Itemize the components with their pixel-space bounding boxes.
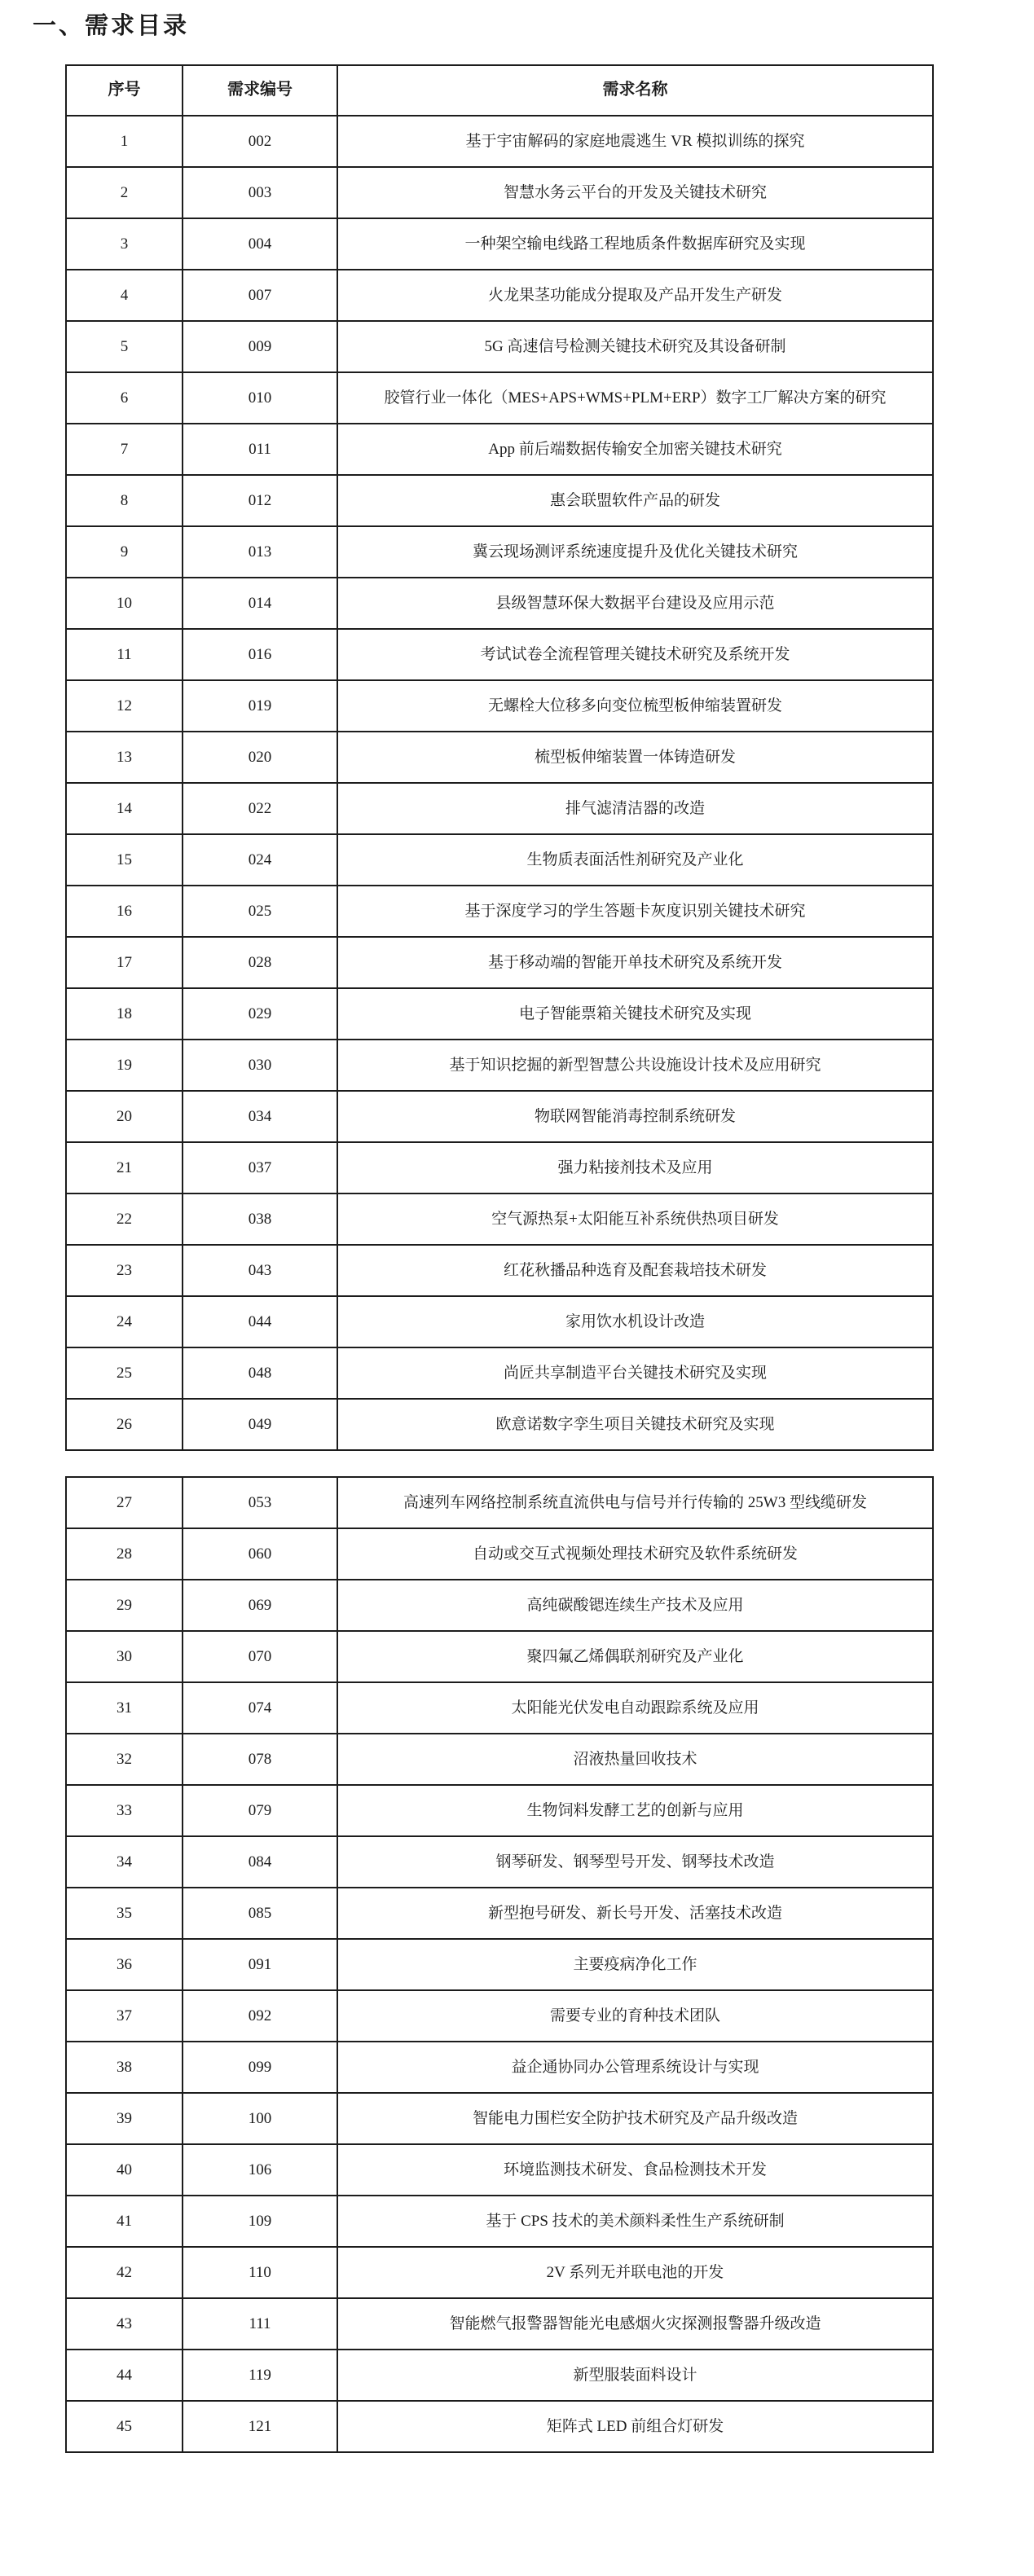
name-cell: 主要疫病净化工作	[337, 1939, 933, 1990]
code-cell: 014	[183, 578, 337, 629]
table-row	[66, 1580, 933, 1631]
name-cell: 高纯碳酸锶连续生产技术及应用	[337, 1580, 933, 1631]
table-row	[66, 270, 933, 321]
serial-cell: 45	[66, 2401, 183, 2452]
table-body-part2	[66, 1477, 933, 2452]
name-cell: 矩阵式 LED 前组合灯研发	[337, 2401, 933, 2452]
name-cell: 2V 系列无并联电池的开发	[337, 2247, 933, 2298]
code-cell: 012	[183, 475, 337, 526]
serial-cell: 10	[66, 578, 183, 629]
name-cell: 基于宇宙解码的家庭地震逃生 VR 模拟训练的探究	[337, 116, 933, 167]
name-cell: 欧意诺数字孪生项目关键技术研究及实现	[337, 1399, 933, 1450]
code-cell: 004	[183, 218, 337, 270]
table-row	[66, 1347, 933, 1399]
code-cell: 019	[183, 680, 337, 732]
serial-cell: 16	[66, 886, 183, 937]
name-cell: 空气源热泵+太阳能互补系统供热项目研发	[337, 1193, 933, 1245]
table-row	[66, 2042, 933, 2093]
name-cell: 钢琴研发、钢琴型号开发、钢琴技术改造	[337, 1836, 933, 1888]
table-row	[66, 2247, 933, 2298]
serial-cell: 27	[66, 1477, 183, 1528]
serial-cell: 37	[66, 1990, 183, 2042]
name-cell: 沼液热量回收技术	[337, 1734, 933, 1785]
serial-cell: 36	[66, 1939, 183, 1990]
name-cell: 生物饲料发酵工艺的创新与应用	[337, 1785, 933, 1836]
code-cell: 028	[183, 937, 337, 988]
serial-cell: 14	[66, 783, 183, 834]
table-row	[66, 937, 933, 988]
code-cell: 060	[183, 1528, 337, 1580]
serial-cell: 28	[66, 1528, 183, 1580]
code-cell: 013	[183, 526, 337, 578]
code-cell: 119	[183, 2350, 337, 2401]
code-cell: 079	[183, 1785, 337, 1836]
name-cell: 高速列车网络控制系统直流供电与信号并行传输的 25W3 型线缆研发	[337, 1477, 933, 1528]
name-cell: 智慧水务云平台的开发及关键技术研究	[337, 167, 933, 218]
name-cell: 太阳能光伏发电自动跟踪系统及应用	[337, 1682, 933, 1734]
serial-cell: 2	[66, 167, 183, 218]
table-row	[66, 372, 933, 424]
table-row	[66, 1091, 933, 1142]
name-cell: 红花秋播品种选育及配套栽培技术研发	[337, 1245, 933, 1296]
serial-cell: 41	[66, 2196, 183, 2247]
code-cell: 025	[183, 886, 337, 937]
serial-cell: 39	[66, 2093, 183, 2144]
table-row	[66, 1040, 933, 1091]
name-cell: 冀云现场测评系统速度提升及优化关键技术研究	[337, 526, 933, 578]
table-row	[66, 988, 933, 1040]
serial-cell: 30	[66, 1631, 183, 1682]
code-cell: 024	[183, 834, 337, 886]
table-row	[66, 834, 933, 886]
serial-cell: 24	[66, 1296, 183, 1347]
serial-cell: 43	[66, 2298, 183, 2350]
code-cell: 078	[183, 1734, 337, 1785]
serial-cell: 9	[66, 526, 183, 578]
code-cell: 110	[183, 2247, 337, 2298]
code-cell: 100	[183, 2093, 337, 2144]
table-row	[66, 1682, 933, 1734]
table-row	[66, 1939, 933, 1990]
table-row	[66, 1193, 933, 1245]
serial-cell: 34	[66, 1836, 183, 1888]
table-row	[66, 2401, 933, 2452]
serial-cell: 32	[66, 1734, 183, 1785]
code-cell: 016	[183, 629, 337, 680]
code-cell: 011	[183, 424, 337, 475]
requirements-table-part1	[65, 64, 934, 1451]
code-cell: 069	[183, 1580, 337, 1631]
table-row	[66, 1477, 933, 1528]
name-cell: 生物质表面活性剂研究及产业化	[337, 834, 933, 886]
table-row	[66, 578, 933, 629]
table-row	[66, 424, 933, 475]
name-cell: 智能电力围栏安全防护技术研究及产品升级改造	[337, 2093, 933, 2144]
code-cell: 106	[183, 2144, 337, 2196]
header-name: 需求名称	[337, 65, 933, 116]
name-cell: 县级智慧环保大数据平台建设及应用示范	[337, 578, 933, 629]
table-row	[66, 886, 933, 937]
name-cell: 物联网智能消毒控制系统研发	[337, 1091, 933, 1142]
serial-cell: 21	[66, 1142, 183, 1193]
serial-cell: 26	[66, 1399, 183, 1450]
table-row	[66, 475, 933, 526]
name-cell: 智能燃气报警器智能光电感烟火灾探测报警器升级改造	[337, 2298, 933, 2350]
serial-cell: 40	[66, 2144, 183, 2196]
code-cell: 002	[183, 116, 337, 167]
table-row	[66, 2350, 933, 2401]
name-cell: 电子智能票箱关键技术研究及实现	[337, 988, 933, 1040]
table-row	[66, 1785, 933, 1836]
serial-cell: 23	[66, 1245, 183, 1296]
name-cell: 聚四氟乙烯偶联剂研究及产业化	[337, 1631, 933, 1682]
code-cell: 009	[183, 321, 337, 372]
table-body-part1	[66, 116, 933, 1450]
name-cell: 胶管行业一体化（MES+APS+WMS+PLM+ERP）数字工厂解决方案的研究	[337, 372, 933, 424]
code-cell: 070	[183, 1631, 337, 1682]
code-cell: 074	[183, 1682, 337, 1734]
serial-cell: 17	[66, 937, 183, 988]
code-cell: 053	[183, 1477, 337, 1528]
table-row	[66, 321, 933, 372]
table-row	[66, 783, 933, 834]
name-cell: 5G 高速信号检测关键技术研究及其设备研制	[337, 321, 933, 372]
code-cell: 092	[183, 1990, 337, 2042]
code-cell: 109	[183, 2196, 337, 2247]
name-cell: 家用饮水机设计改造	[337, 1296, 933, 1347]
code-cell: 003	[183, 167, 337, 218]
code-cell: 084	[183, 1836, 337, 1888]
code-cell: 029	[183, 988, 337, 1040]
name-cell: 环境监测技术研发、食品检测技术开发	[337, 2144, 933, 2196]
table-row	[66, 116, 933, 167]
serial-cell: 12	[66, 680, 183, 732]
name-cell: 尚匠共享制造平台关键技术研究及实现	[337, 1347, 933, 1399]
code-cell: 048	[183, 1347, 337, 1399]
name-cell: 排气滤清洁器的改造	[337, 783, 933, 834]
page-title: 一、需求目录	[33, 13, 190, 39]
serial-cell: 35	[66, 1888, 183, 1939]
serial-cell: 13	[66, 732, 183, 783]
serial-cell: 44	[66, 2350, 183, 2401]
serial-cell: 33	[66, 1785, 183, 1836]
table-row	[66, 1142, 933, 1193]
code-cell: 020	[183, 732, 337, 783]
table-row	[66, 167, 933, 218]
code-cell: 044	[183, 1296, 337, 1347]
serial-cell: 29	[66, 1580, 183, 1631]
requirements-table-part2-wrap	[65, 1476, 932, 2453]
code-cell: 007	[183, 270, 337, 321]
serial-cell: 5	[66, 321, 183, 372]
serial-cell: 18	[66, 988, 183, 1040]
table-row	[66, 1836, 933, 1888]
code-cell: 037	[183, 1142, 337, 1193]
table-row	[66, 1245, 933, 1296]
table-row	[66, 680, 933, 732]
requirements-table-part1-wrap	[65, 64, 932, 1451]
name-cell: 惠会联盟软件产品的研发	[337, 475, 933, 526]
name-cell: 一种架空输电线路工程地质条件数据库研究及实现	[337, 218, 933, 270]
name-cell: 考试试卷全流程管理关键技术研究及系统开发	[337, 629, 933, 680]
name-cell: 基于深度学习的学生答题卡灰度识别关键技术研究	[337, 886, 933, 937]
name-cell: 基于知识挖掘的新型智慧公共设施设计技术及应用研究	[337, 1040, 933, 1091]
table-row	[66, 2144, 933, 2196]
name-cell: 益企通协同办公管理系统设计与实现	[337, 2042, 933, 2093]
serial-cell: 22	[66, 1193, 183, 1245]
table-row	[66, 218, 933, 270]
table-row	[66, 1888, 933, 1939]
code-cell: 085	[183, 1888, 337, 1939]
code-cell: 022	[183, 783, 337, 834]
name-cell: 自动或交互式视频处理技术研究及软件系统研发	[337, 1528, 933, 1580]
serial-cell: 15	[66, 834, 183, 886]
table-row	[66, 2298, 933, 2350]
code-cell: 049	[183, 1399, 337, 1450]
code-cell: 043	[183, 1245, 337, 1296]
name-cell: 无螺栓大位移多向变位梳型板伸缩装置研发	[337, 680, 933, 732]
table-row	[66, 1631, 933, 1682]
serial-cell: 4	[66, 270, 183, 321]
code-cell: 121	[183, 2401, 337, 2452]
table-row	[66, 1528, 933, 1580]
header-code: 需求编号	[183, 65, 337, 116]
name-cell: App 前后端数据传输安全加密关键技术研究	[337, 424, 933, 475]
table-row	[66, 1990, 933, 2042]
name-cell: 火龙果茎功能成分提取及产品开发生产研发	[337, 270, 933, 321]
serial-cell: 7	[66, 424, 183, 475]
serial-cell: 6	[66, 372, 183, 424]
name-cell: 基于 CPS 技术的美术颜料柔性生产系统研制	[337, 2196, 933, 2247]
serial-cell: 20	[66, 1091, 183, 1142]
code-cell: 099	[183, 2042, 337, 2093]
serial-cell: 42	[66, 2247, 183, 2298]
table-row	[66, 2093, 933, 2144]
code-cell: 030	[183, 1040, 337, 1091]
header-serial: 序号	[66, 65, 183, 116]
code-cell: 010	[183, 372, 337, 424]
code-cell: 111	[183, 2298, 337, 2350]
table-row	[66, 1734, 933, 1785]
table-row	[66, 732, 933, 783]
serial-cell: 19	[66, 1040, 183, 1091]
name-cell: 新型服装面料设计	[337, 2350, 933, 2401]
table-row	[66, 1296, 933, 1347]
name-cell: 新型抱号研发、新长号开发、活塞技术改造	[337, 1888, 933, 1939]
serial-cell: 11	[66, 629, 183, 680]
serial-cell: 3	[66, 218, 183, 270]
serial-cell: 25	[66, 1347, 183, 1399]
serial-cell: 38	[66, 2042, 183, 2093]
table-row	[66, 629, 933, 680]
code-cell: 091	[183, 1939, 337, 1990]
table-row	[66, 526, 933, 578]
serial-cell: 1	[66, 116, 183, 167]
header-row	[66, 65, 933, 116]
name-cell: 基于移动端的智能开单技术研究及系统开发	[337, 937, 933, 988]
name-cell: 强力粘接剂技术及应用	[337, 1142, 933, 1193]
code-cell: 034	[183, 1091, 337, 1142]
table-header-row	[66, 65, 933, 116]
name-cell: 需要专业的育种技术团队	[337, 1990, 933, 2042]
table-row	[66, 2196, 933, 2247]
serial-cell: 8	[66, 475, 183, 526]
name-cell: 梳型板伸缩装置一体铸造研发	[337, 732, 933, 783]
table-row	[66, 1399, 933, 1450]
code-cell: 038	[183, 1193, 337, 1245]
serial-cell: 31	[66, 1682, 183, 1734]
requirements-table-part2	[65, 1476, 934, 2453]
